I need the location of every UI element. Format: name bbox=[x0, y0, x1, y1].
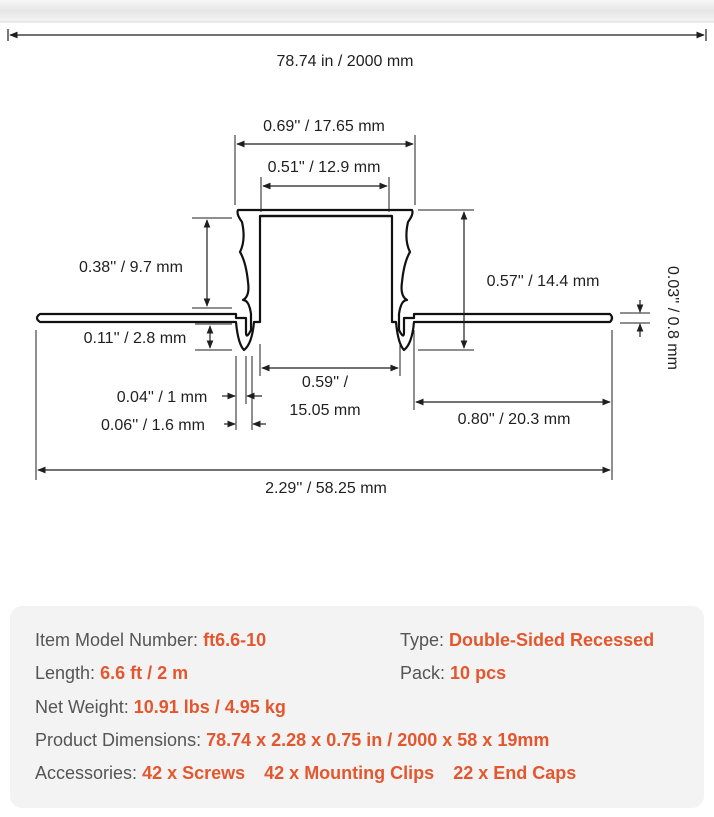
spec-pack-value: 10 pcs bbox=[450, 663, 507, 683]
top-outer-width-label: 0.69'' / 17.65 mm bbox=[263, 118, 385, 135]
spec-weight-value: 10.91 lbs / 4.95 kg bbox=[133, 697, 286, 717]
spec-product-dimensions-value: 78.74 x 2.28 x 0.75 in / 2000 x 58 x 19mm bbox=[206, 730, 550, 750]
spec-accessory-clips: 42 x Mounting Clips bbox=[264, 763, 435, 783]
spec-accessory-screws: 42 x Screws bbox=[142, 763, 246, 783]
right-flange-width-label: 0.80'' / 20.3 mm bbox=[457, 411, 571, 428]
spec-type-label: Type: bbox=[400, 630, 445, 650]
spec-length bbox=[35, 663, 188, 684]
spec-pack-label: Pack: bbox=[400, 663, 446, 683]
spec-model-value: ft6.6-10 bbox=[203, 630, 267, 650]
spec-type-value: Double-Sided Recessed bbox=[449, 630, 655, 650]
lip-gap-label: 0.04'' / 1 mm bbox=[116, 389, 208, 406]
bottom-inner-width-label-2: 15.05 mm bbox=[289, 402, 361, 419]
spec-product-dimensions bbox=[35, 730, 549, 751]
spec-model bbox=[35, 630, 266, 651]
length-label: 78.74 in / 2000 mm bbox=[276, 53, 414, 70]
spec-panel bbox=[10, 606, 704, 808]
spec-accessories-label: Accessories: bbox=[35, 763, 138, 783]
spec-length-value: 6.6 ft / 2 m bbox=[100, 663, 189, 683]
bottom-inner-width-label-1: 0.59'' / bbox=[301, 374, 349, 391]
lip-width-label: 0.06'' / 1.6 mm bbox=[101, 417, 205, 434]
spec-pack bbox=[400, 663, 506, 684]
left-channel-height-label: 0.38'' / 9.7 mm bbox=[79, 259, 183, 276]
spec-weight bbox=[35, 697, 286, 718]
spec-type bbox=[400, 630, 654, 651]
total-width-label: 2.29'' / 58.25 mm bbox=[265, 480, 387, 497]
spec-length-label: Length: bbox=[35, 663, 96, 683]
spec-accessory-end-caps: 22 x End Caps bbox=[453, 763, 577, 783]
spec-model-label: Item Model Number: bbox=[35, 630, 199, 650]
spec-weight-label: Net Weight: bbox=[35, 697, 129, 717]
right-channel-height-label: 0.57'' / 14.4 mm bbox=[486, 273, 600, 290]
left-lip-depth-label: 0.11'' / 2.8 mm bbox=[83, 330, 187, 347]
top-inner-width-label: 0.51'' / 12.9 mm bbox=[267, 159, 381, 176]
aluminium-profile-bar bbox=[0, 0, 714, 22]
flange-thickness-label: 0.03'' / 0.8 mm bbox=[664, 266, 681, 370]
spec-accessories bbox=[35, 763, 576, 784]
spec-product-dimensions-label: Product Dimensions: bbox=[35, 730, 202, 750]
